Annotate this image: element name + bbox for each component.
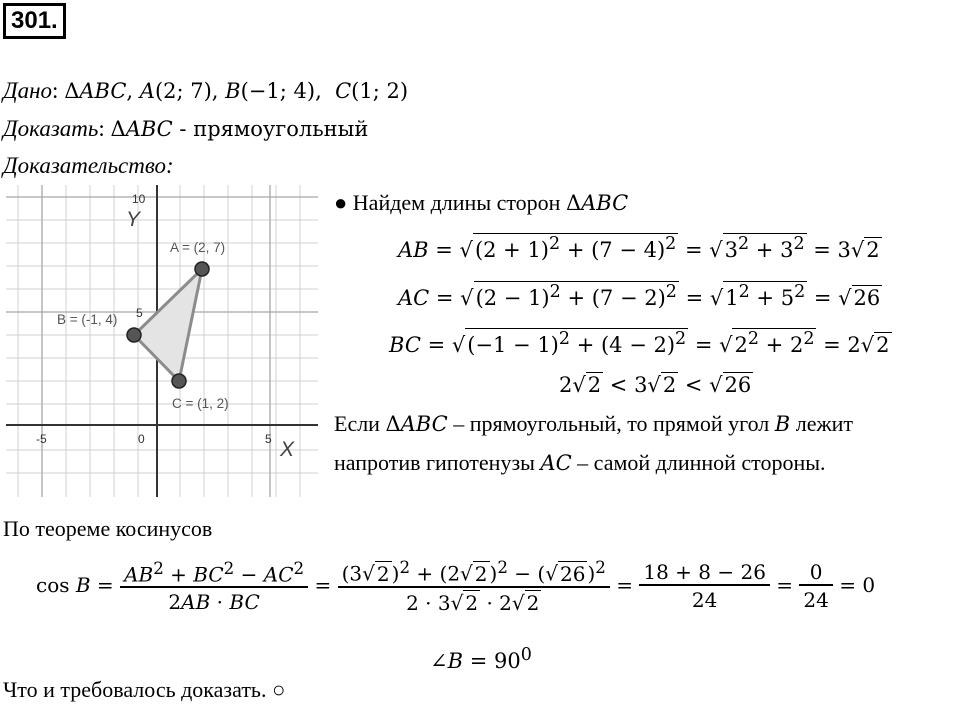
tick-y-10: 10 — [132, 192, 146, 206]
tick-x-0: 0 — [138, 432, 145, 446]
triangle-abc — [134, 269, 202, 381]
cosine-formula: cos B = $\frac{AB^2 + BC^2 - AC^2}{2AB \cdot BC}$ = $\frac{(3√ 2 )^2 + (2√ 2 )^2 - (√ 26 )^2}{2 \cdot 3√ 2 \cdot 2√ 2}$ = $\frac{18 + 8 - 26}{24}$ = $\frac{0}{24}$ = 0 — [36, 558, 876, 615]
fraction-4: $\frac{0}{24}$ — [799, 560, 832, 612]
prove-label: Доказать — [3, 116, 99, 141]
point-b — [127, 328, 141, 342]
point-c — [172, 374, 186, 388]
prove-text: ΔABC - прямоугольный — [110, 117, 369, 141]
problem-number: 301. — [3, 3, 66, 39]
tick-y-5: 5 — [136, 306, 143, 320]
x-axis-label: X — [280, 438, 295, 461]
given-text: ΔABC, A(2; 7), B(−1; 4), C(1; 2) — [64, 79, 409, 103]
find-sides-line: ● Найдем длины сторон ΔABC — [334, 190, 629, 215]
conclusion: Что и требовалось доказать. ○ — [3, 677, 286, 702]
given-label: Дано — [3, 78, 53, 103]
side-comparison: 2√2 < 3√2 < √26 — [559, 373, 752, 397]
proof-label: Доказательство: — [3, 153, 174, 178]
coordinate-graph — [6, 185, 318, 497]
reason-line-2: напротив гипотенузы AC – самой длинной стороны. — [334, 450, 826, 475]
reason-line-1: Если ΔABC – прямоугольный, то прямой угол B лежит — [334, 411, 854, 436]
tick-x-neg5: -5 — [36, 432, 47, 446]
fraction-2: $\frac{(3√ 2 )^2 + (2√ 2 )^2 - (√ 26 )^2}{2 \cdot 3√ 2 \cdot 2√ 2}$ — [338, 558, 610, 615]
label-a: A = (2, 7) — [170, 240, 226, 255]
point-a — [195, 262, 209, 276]
y-axis-label: Y — [126, 208, 141, 231]
prove-line: Доказать: ΔABC - прямоугольный — [3, 116, 369, 141]
label-b: B = (-1, 4) — [57, 312, 118, 327]
label-c: C = (1, 2) — [172, 396, 229, 411]
fraction-3: $\frac{18 + 8 - 26}{24}$ — [639, 560, 770, 612]
cosine-heading: По теореме косинусов — [3, 516, 213, 541]
equation-ab: AB = $√(2 + 1)^2 + (7 - 4)^2 = √3^2 + 3^2 = 3√2$ — [398, 234, 880, 262]
tick-x-5: 5 — [265, 432, 272, 446]
angle-b-result: ∠B = $90^0$ — [430, 645, 532, 673]
equation-bc: BC = $√(-1 - 1)^2 + (4 - 2)^2 = √2^2 + 2^2 = 2√2$ — [389, 329, 890, 357]
fraction-1: $\frac{AB^2 + BC^2 - AC^2}{2AB \cdot BC}$ — [120, 559, 308, 615]
equation-ac: AC = $√(2 - 1)^2 + (7 - 2)^2 = √1^2 + 5^2 = √26$ — [398, 282, 881, 310]
given-line: Дано: ΔABC, A(2; 7), B(−1; 4), C(1; 2) — [3, 78, 409, 103]
